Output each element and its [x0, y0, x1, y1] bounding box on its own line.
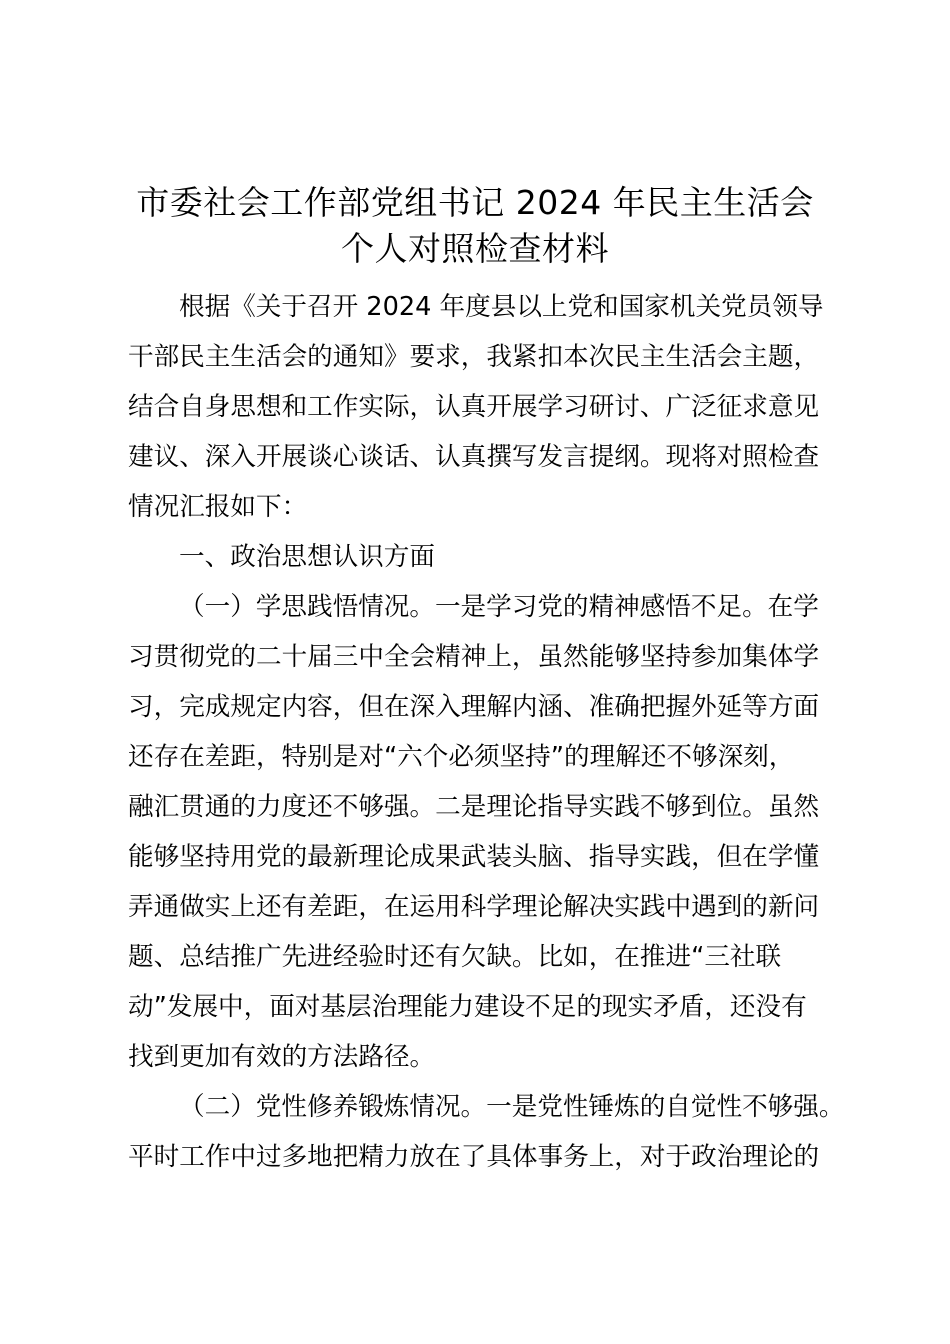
section-heading: 一、政治思想认识方面: [179, 542, 435, 572]
body-line: 找到更加有效的方法路径。: [128, 1042, 436, 1072]
body-line: 习，完成规定内容，但在深入理解内涵、准确把握外延等方面: [128, 692, 820, 722]
body-line: 情况汇报如下：: [128, 492, 308, 522]
body-line: 干部民主生活会的通知》要求，我紧扣本次民主生活会主题，: [128, 342, 820, 372]
body-line: 动”发展中，面对基层治理能力建设不足的现实矛盾，还没有: [128, 992, 807, 1022]
body-line: 融汇贯通的力度还不够强。二是理论指导实践不够到位。虽然: [128, 792, 820, 822]
body-line: （一）学思践悟情况。一是学习党的精神感悟不足。在学: [179, 592, 819, 622]
body-line: 还存在差距，特别是对“六个必须坚持”的理解还不够深刻，: [128, 742, 795, 772]
body-line: 结合自身思想和工作实际，认真开展学习研讨、广泛征求意见: [128, 392, 820, 422]
body-line: 能够坚持用党的最新理论成果武装头脑、指导实践，但在学懂: [128, 842, 820, 872]
body-line: 建议、深入开展谈心谈话、认真撰写发言提纲。现将对照检查: [128, 442, 820, 472]
body-line: （二）党性修养锻炼情况。一是党性锤炼的自觉性不够强。: [179, 1092, 845, 1122]
document-title: [100, 180, 850, 272]
body-line: 根据《关于召开 2024 年度县以上党和国家机关党员领导: [179, 292, 824, 322]
body-line: 平时工作中过多地把精力放在了具体事务上，对于政治理论的: [128, 1142, 820, 1172]
body-line: 弄通做实上还有差距，在运用科学理论解决实践中遇到的新问: [128, 892, 820, 922]
title-line-1: 市委社会工作部党组书记 2024 年民主生活会: [136, 183, 814, 222]
body-line: 习贯彻党的二十届三中全会精神上，虽然能够坚持参加集体学: [128, 642, 820, 672]
document-body: [128, 282, 845, 1182]
body-line: 题、总结推广先进经验时还有欠缺。比如，在推进“三社联: [128, 942, 782, 972]
title-line-2: 个人对照检查材料: [341, 229, 609, 268]
